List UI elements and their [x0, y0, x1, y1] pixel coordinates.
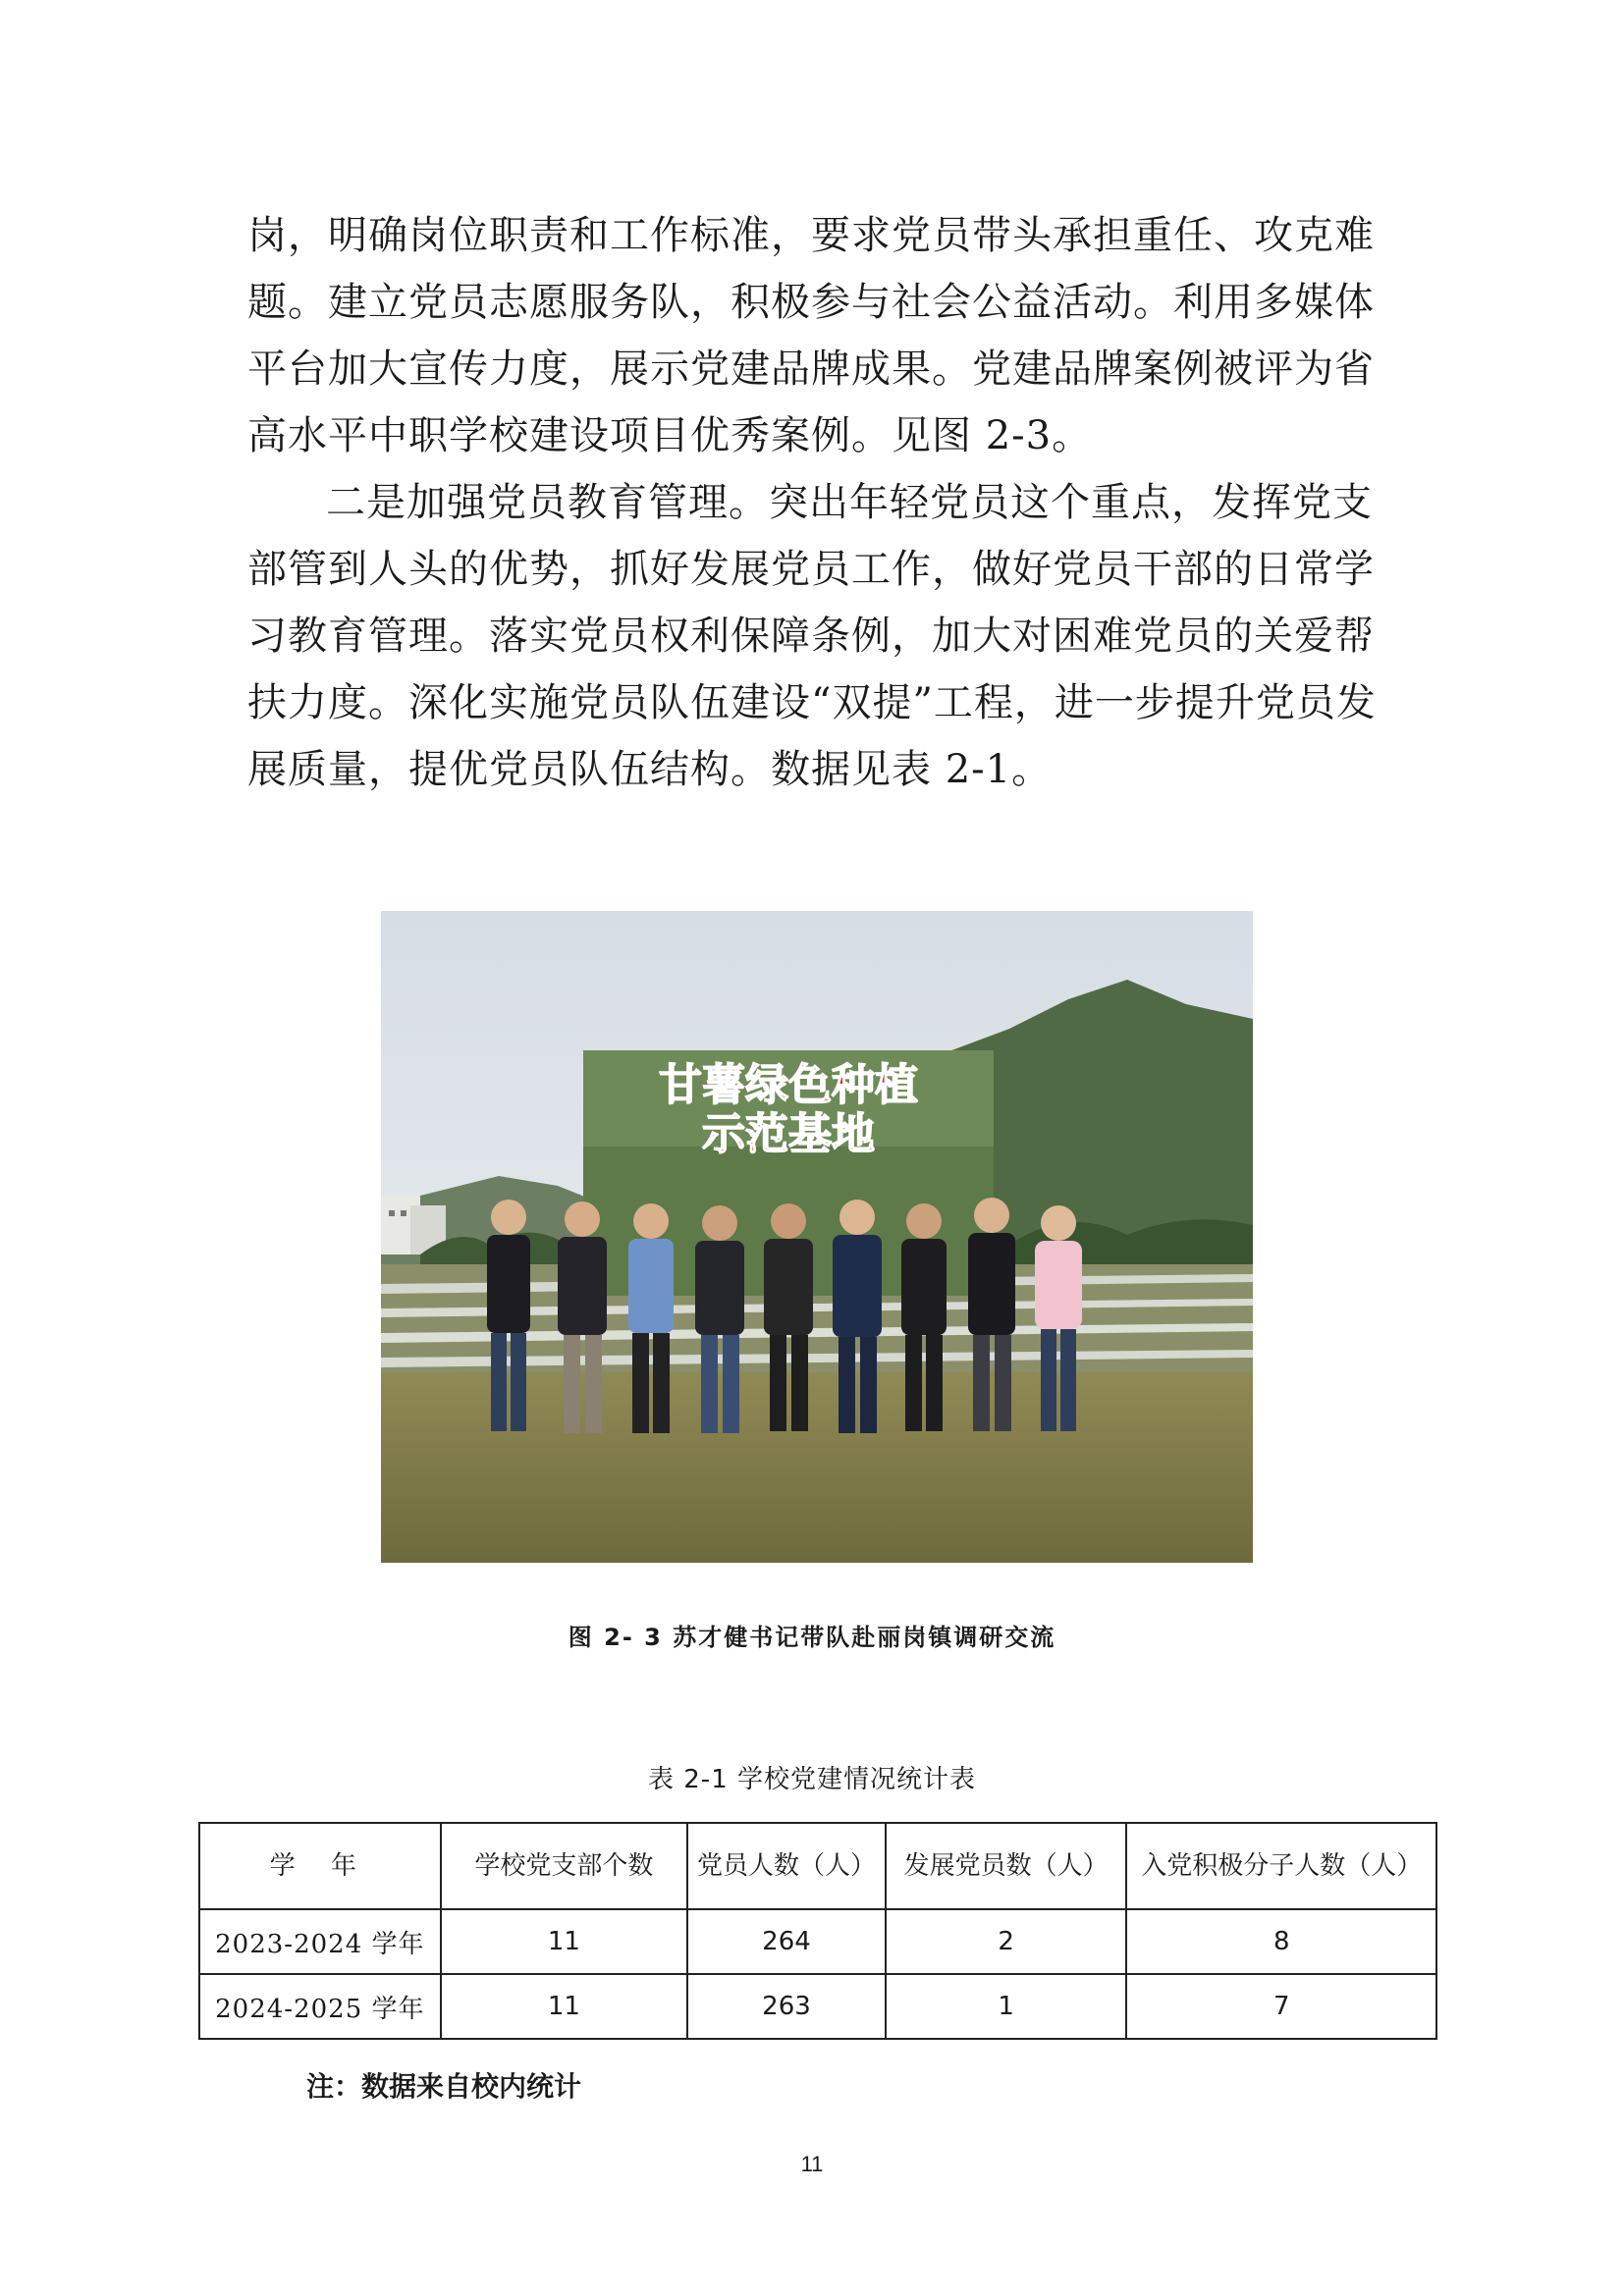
table-header-row: [199, 1823, 1436, 1909]
billboard-line-2: 示范基地: [702, 1109, 875, 1159]
cell-year: 2024-2025 学年: [199, 1974, 441, 2039]
cell-new-members: 2: [886, 1909, 1127, 1974]
cell-activists: 7: [1126, 1974, 1436, 2039]
table-row: [199, 1974, 1436, 2039]
header-branch-count: 学校党支部个数: [441, 1823, 688, 1909]
cell-activists: 8: [1126, 1909, 1436, 1974]
table-title: 表 2-1 学校党建情况统计表: [648, 1765, 976, 1794]
field-photo: [381, 911, 1253, 1563]
cell-member-count: 263: [687, 1974, 886, 2039]
paragraph-2: 二是加强党员教育管理。突出年轻党员这个重点，发挥党支部管到人头的优势，抓好发展党员工作，做好党员干部的日常学习教育管理。落实党员权利保障条例，加大对困难党员的关爱帮扶力度。深化实施党员队伍建设“双提”工程，进一步提升党员发展质量，提优党员队伍结构。数据见表 2-1。: [247, 480, 1377, 792]
page-number: 11: [800, 2152, 824, 2176]
cell-new-members: 1: [886, 1974, 1127, 2039]
body-text: [247, 202, 1386, 803]
party-building-stats-table: [198, 1822, 1437, 2040]
header-academic-year: 学 年: [199, 1823, 441, 1909]
table-note: 注：数据来自校内统计: [306, 2070, 582, 2103]
cell-year: 2023-2024 学年: [199, 1909, 441, 1974]
cell-branch-count: 11: [441, 1974, 688, 2039]
figure-caption: 图 2- 3 苏才健书记带队赴丽岗镇调研交流: [568, 1624, 1056, 1651]
paragraph-1: 岗，明确岗位职责和工作标准，要求党员带头承担重任、攻克难题。建立党员志愿服务队，积极参与社会公益活动。利用多媒体平台加大宣传力度，展示党建品牌成果。党建品牌案例被评为省高水平中职学校建设项目优秀案例。见图 2-3。: [247, 213, 1375, 458]
table-row: [199, 1909, 1436, 1974]
cell-branch-count: 11: [441, 1909, 688, 1974]
header-activists: 入党积极分子人数（人）: [1126, 1823, 1436, 1909]
cell-member-count: 264: [687, 1909, 886, 1974]
billboard-line-1: 甘薯绿色种植: [659, 1060, 918, 1110]
header-new-members: 发展党员数（人）: [886, 1823, 1127, 1909]
header-member-count: 党员人数（人）: [687, 1823, 886, 1909]
